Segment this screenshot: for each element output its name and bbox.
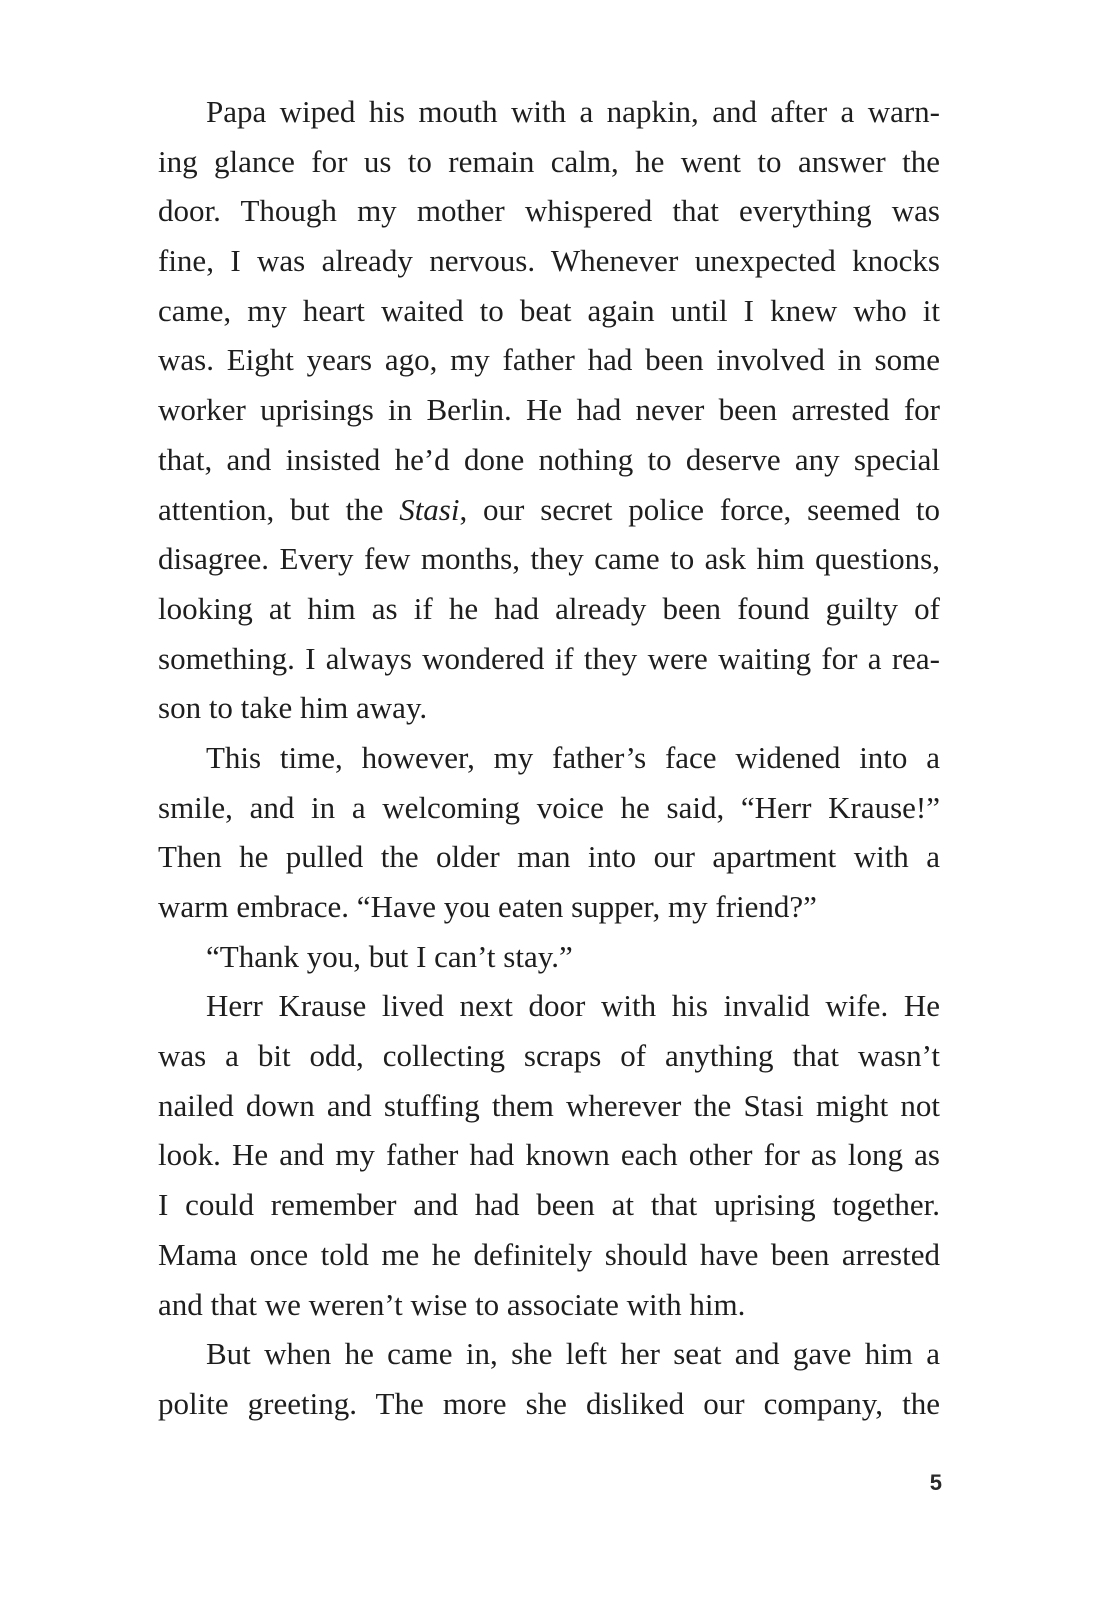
text-line: look. He and my father had known each other for as long as (158, 1137, 940, 1173)
text-line: I could remember and had been at that uprising together. (158, 1187, 940, 1223)
text-line: ing glance for us to remain calm, he went to answer the (158, 143, 940, 179)
text-line: smile, and in a welcoming voice he said, “Herr Krause!” (158, 789, 940, 825)
text-line: looking at him as if he had already been found guilty of (158, 590, 940, 626)
text-line: that, and insisted he’d done nothing to deserve any special (158, 441, 940, 477)
text-line: “Thank you, but I can’t stay.” (206, 938, 573, 974)
text-line: came, my heart waited to beat again until I knew who it (158, 292, 940, 328)
text-line: something. I always wondered if they were waiting for a rea- (158, 640, 940, 676)
text-line: Papa wiped his mouth with a napkin, and after a warn- (206, 94, 940, 129)
text-line: and that we weren’t wise to associate with him. (158, 1286, 746, 1322)
text-line: fine, I was already nervous. Whenever unexpected knocks (158, 243, 940, 279)
text-line: polite greeting. The more she disliked our company, the (158, 1385, 940, 1421)
body-text (158, 87, 940, 1429)
text-line: warm embrace. “Have you eaten supper, my friend?” (158, 889, 817, 924)
italic-term: Stasi (399, 491, 460, 527)
text-line: But when he came in, she left her seat and gave him a (206, 1336, 940, 1372)
text-line: Mama once told me he definitely should have been arrested (158, 1236, 940, 1272)
page-number: 5 (929, 1470, 942, 1495)
text-line: was. Eight years ago, my father had been involved in some (158, 342, 940, 378)
text-line: worker uprisings in Berlin. He had never been arrested for (158, 392, 940, 428)
text-line: son to take him away. (158, 690, 428, 726)
text-line: attention, but the Stasi, our secret police force, seemed to (158, 491, 940, 527)
text-line: nailed down and stuffing them wherever the Stasi might not (158, 1087, 940, 1123)
text-line: This time, however, my father’s face widened into a (206, 739, 940, 775)
text-line: door. Though my mother whispered that everything was (158, 193, 940, 229)
text-line: Herr Krause lived next door with his invalid wife. He (206, 988, 940, 1024)
text-line: disagree. Every few months, they came to ask him questions, (158, 541, 940, 577)
text-line: was a bit odd, collecting scraps of anything that wasn’t (158, 1038, 940, 1074)
text-line: Then he pulled the older man into our apartment with a (158, 839, 940, 875)
